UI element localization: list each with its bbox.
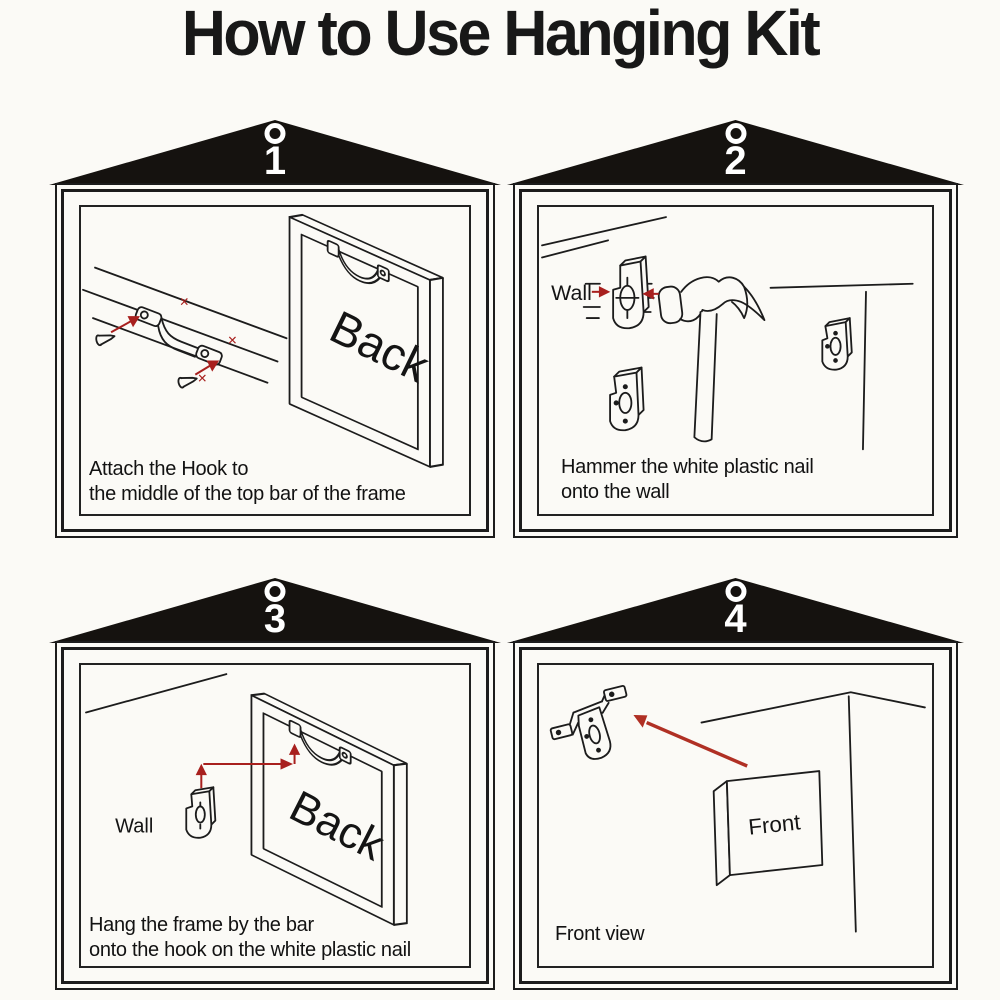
step-panel-1 [55, 120, 495, 538]
hook-nail-assembly-icon [544, 685, 640, 768]
step-2-roof [507, 120, 964, 185]
wall-label: Wall [551, 280, 592, 305]
step-3-box [55, 641, 495, 990]
step-1-box [55, 183, 495, 538]
step-3-roof [49, 578, 501, 643]
step-1-roof [49, 120, 501, 185]
hammer-icon [658, 277, 765, 441]
hook-icon [129, 306, 228, 366]
frame-top-bar-lines [83, 268, 287, 383]
step-number: 3 [263, 597, 287, 641]
step-caption: Hang the frame by the bar onto the hook on the white plastic nail [89, 914, 411, 961]
step-number: 4 [724, 597, 747, 641]
page-title: How to Use Hanging Kit [181, 0, 819, 69]
step-4-roof [507, 578, 964, 643]
wall-label: Wall [115, 815, 154, 838]
red-pointer-arrow [634, 716, 747, 767]
red-x-mark: ✕ [197, 371, 208, 386]
step-panel-2 [513, 120, 958, 538]
frame-front-label: Front [747, 809, 802, 840]
step-caption: Attach the Hook to the middle of the top bar of the frame [89, 458, 406, 505]
plastic-nail-icon [613, 256, 649, 328]
step-caption: Front view [555, 922, 645, 945]
step-2-box [513, 183, 958, 538]
step-number: 1 [263, 139, 287, 183]
red-x-mark: ✕ [179, 294, 190, 309]
plastic-nail-icon [186, 787, 215, 838]
step-panel-4 [513, 578, 958, 990]
red-x-mark: ✕ [227, 333, 238, 348]
step-caption: Hammer the white plastic nail onto the wall [561, 456, 814, 503]
step-panel-3 [55, 578, 495, 990]
step-4-box [513, 641, 958, 990]
plastic-nail-icon [822, 318, 851, 370]
screw-icon [95, 331, 116, 346]
frame-back-label: Back [282, 781, 392, 871]
frame-back-label: Back [322, 300, 438, 393]
wall-corner-lines [542, 217, 913, 449]
wall-corner-lines [86, 674, 226, 712]
plastic-nail-icon [610, 368, 644, 431]
step-number: 2 [724, 139, 747, 183]
screw-icon [177, 374, 198, 389]
